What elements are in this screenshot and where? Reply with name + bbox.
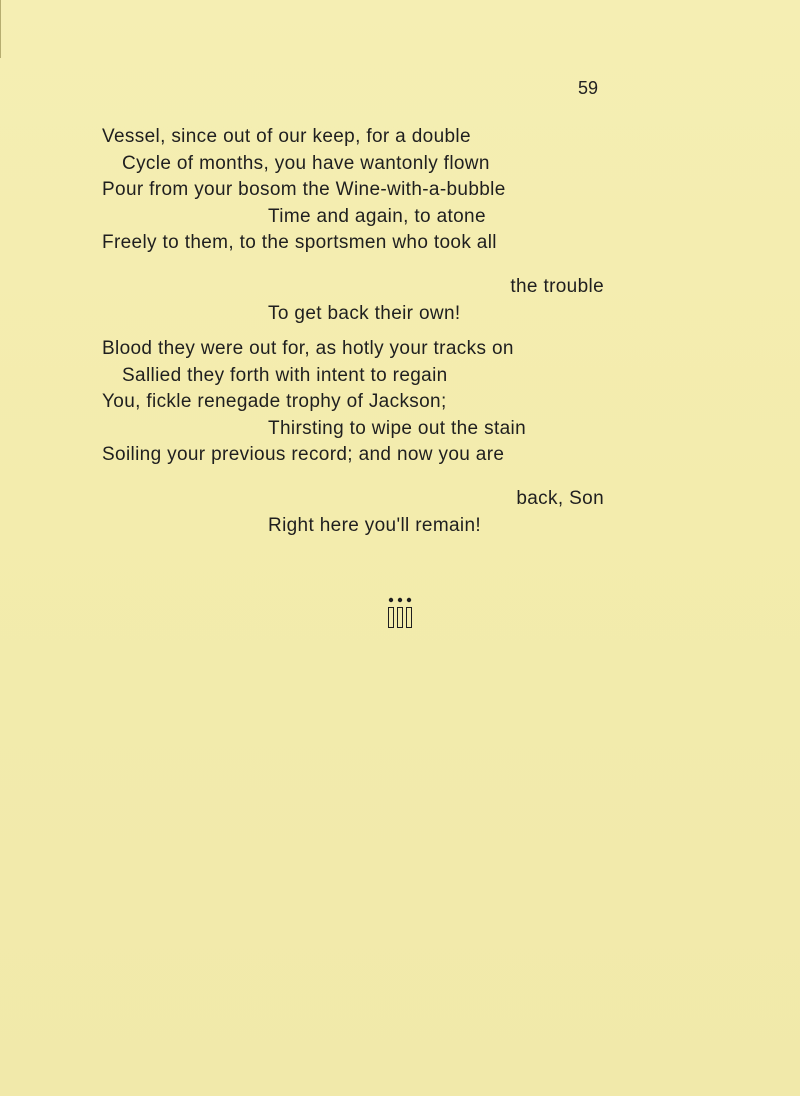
ornament-icon: [386, 596, 414, 632]
poem-line: Freely to them, to the sportsmen who took all: [102, 232, 497, 253]
page-edge-line: [0, 0, 1, 58]
poem-line: Right here you'll remain!: [268, 515, 482, 536]
poem-line-continuation: the trouble: [510, 276, 604, 297]
poem-line: Time and again, to atone: [268, 206, 486, 227]
poem-line: Blood they were out for, as hotly your tracks on: [102, 338, 514, 359]
poem-line: Cycle of months, you have wantonly flown: [122, 153, 490, 174]
poem-line: Thirsting to wipe out the stain: [268, 418, 526, 439]
poem-line: Sallied they forth with intent to regain: [122, 365, 448, 386]
poem-line-continuation: back, Son: [516, 488, 604, 509]
poem-line: You, fickle renegade trophy of Jackson;: [102, 391, 447, 412]
page-number: 59: [577, 78, 598, 98]
poem-line: Pour from your bosom the Wine-with-a-bubble: [102, 179, 506, 200]
poem-line: To get back their own!: [268, 303, 461, 324]
poem-line: Soiling your previous record; and now you are: [102, 444, 505, 465]
poem-line: Vessel, since out of our keep, for a double: [102, 126, 471, 147]
